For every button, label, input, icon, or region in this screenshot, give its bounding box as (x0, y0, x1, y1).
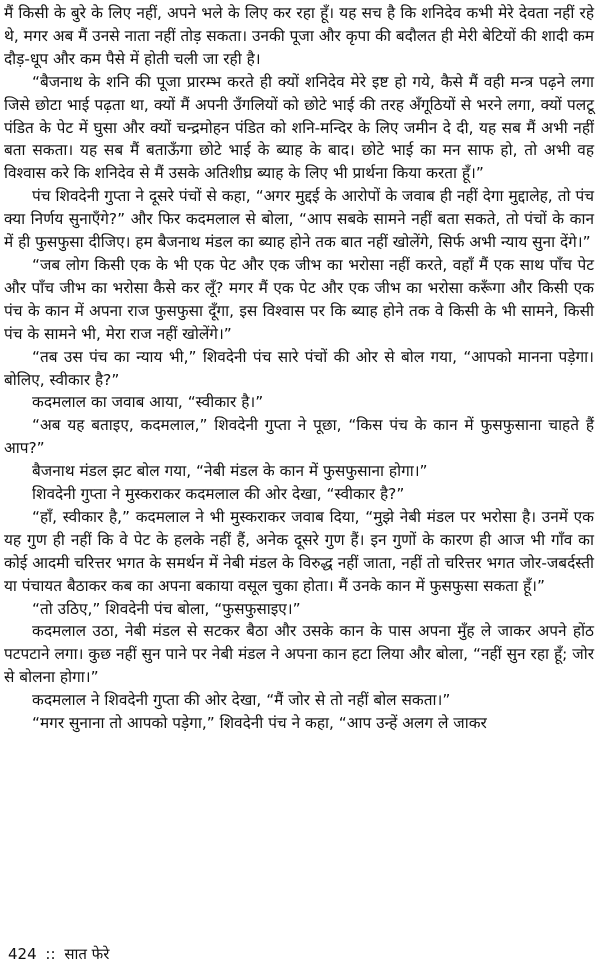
page-number: 424 (8, 945, 37, 963)
paragraph-7: “अब यह बताइए, कदमलाल,” शिवदेनी गुप्ता ने पूछा, “किस पंच के कान में फुसफुसाना चाहते हैं आप?” (4, 416, 594, 458)
paragraph-5: “तब उस पंच का न्याय भी,” शिवदेनी पंच सारे पंचों की ओर से बोल गया, “आपको मानना पड़ेगा। बोलिए, स्वीकार है?” (4, 347, 594, 389)
paragraph-11: “तो उठिए,” शिवदेनी पंच बोला, “फुसफुसाइए।” (32, 599, 301, 618)
paragraph-10: “हाँ, स्वीकार है,” कदमलाल ने भी मुस्कराकर जवाब दिया, “मुझे नेबी मंडल पर भरोसा है। उनमें एक यह गुण ही नहीं कि वे पेट के हलके नहीं हैं, अनेक दूसरे गुण हैं। इन गुणों के कारण ही आज भी गाँव का कोई आदमी चरित्तर भगत के समर्थन में नेबी मंडल के विरुद्ध नहीं जाता, नहीं तो चरित्तर भगत जोर-जबर्दस्ती या पंचायत बैठाकर कब का अपना बकाया वसूल चुका होता। मैं उनके कान में फुसफुसा सकता हूँ।” (4, 507, 594, 595)
paragraph-8: बैजनाथ मंडल झट बोल गया, “नेबी मंडल के कान में फुसफुसाना होगा।” (32, 462, 428, 481)
paragraph-2: “बैजनाथ के शनि की पूजा प्रारम्भ करते ही क्यों शनिदेव मेरे इष्ट हो गये, कैसे मैं वही मन्त्र पढ़ने लगा जिसे छोटा भाई पढ़ता था, क्यों मैं अपनी उँगलियों को छोटे भाई की तरह अँगूठियों से भरने लगा, क्यों पलटू पंडित के पेट में घुसा और क्यों चन्द्रमोहन पंडित को शनि-मन्दिर के लिए जमीन दे दी, यह सब मैं अभी नहीं बता सकता। यह सब मैं बताऊँगा छोटे भाई के ब्याह के बाद। छोटे भाई का मन साफ हो, तो अभी वह विश्वास करे कि शनिदेव से मैं उसके अतिशीघ्र ब्याह के लिए भी प्रार्थना किया करता हूँ।” (4, 72, 594, 183)
paragraph-9: शिवदेनी गुप्ता ने मुस्कराकर कदमलाल की ओर देखा, “स्वीकार है?” (32, 485, 405, 504)
paragraph-14: “मगर सुनाना तो आपको पड़ेगा,” शिवदेनी पंच ने कहा, “आप उन्हें अलग ले जाकर (32, 714, 487, 733)
paragraph-3: पंच शिवदेनी गुप्ता ने दूसरे पंचों से कहा, “अगर मुद्दई के आरोपों के जवाब ही नहीं देगा मुद्दालेह, तो पंच क्या निर्णय सुनाएँगे?” और फिर कदमलाल से बोला, “आप सबके सामने नहीं बता सकते, तो पंचों के कान में ही फुसफुसा दीजिए। हम बैजनाथ मंडल का ब्याह होने तक बात नहीं खोलेंगे, सिर्फ अभी न्याय सुना देंगे।” (4, 187, 594, 252)
paragraph-1: मैं किसी के बुरे के लिए नहीं, अपने भले के लिए कर रहा हूँ। यह सच है कि शनिदेव कभी मेरे देवता नहीं रहे थे, मगर अब मैं उनसे नाता नहीं तोड़ सकता। उनकी पूजा और कृपा की बदौलत ही मेरी बेटियों की शादी कम दौड़-धूप और कम पैसे में होती चली जा रही है। (4, 4, 594, 68)
book-page (4, 2, 594, 735)
paragraph-12: कदमलाल उठा, नेबी मंडल से सटकर बैठा और उसके कान के पास अपना मुँह ले जाकर अपने होंठ पटपटाने लगा। कुछ नहीं सुन पाने पर नेबी मंडल ने अपना कान हटा लिया और बोला, “नहीं सुन रहा हूँ; जोर से बोलना होगा।” (4, 622, 594, 687)
paragraph-6: कदमलाल का जवाब आया, “स्वीकार है।” (32, 393, 264, 412)
paragraph-4: “जब लोग किसी एक के भी एक पेट और एक जीभ का भरोसा नहीं करते, वहाँ मैं एक साथ पाँच पेट और पाँच जीभ का भरोसा कैसे कर लूँ? मगर मैं एक पेट और एक जीभ का भरोसा करूँगा और किसी एक पंच के कान में अपना राज फुसफुसा दूँगा, इस विश्वास पर कि ब्याह होने तक वे किसी के भी सामने, किसी पंच के सामने भी, मेरा राज नहीं खोलेंगे।” (4, 255, 594, 343)
page-footer (8, 944, 113, 964)
book-title: सात फेरे (64, 945, 110, 963)
paragraph-13: कदमलाल ने शिवदेनी गुप्ता की ओर देखा, “मैं जोर से तो नहीं बोल सकता।” (32, 691, 451, 710)
footer-separator: :: (45, 945, 56, 963)
